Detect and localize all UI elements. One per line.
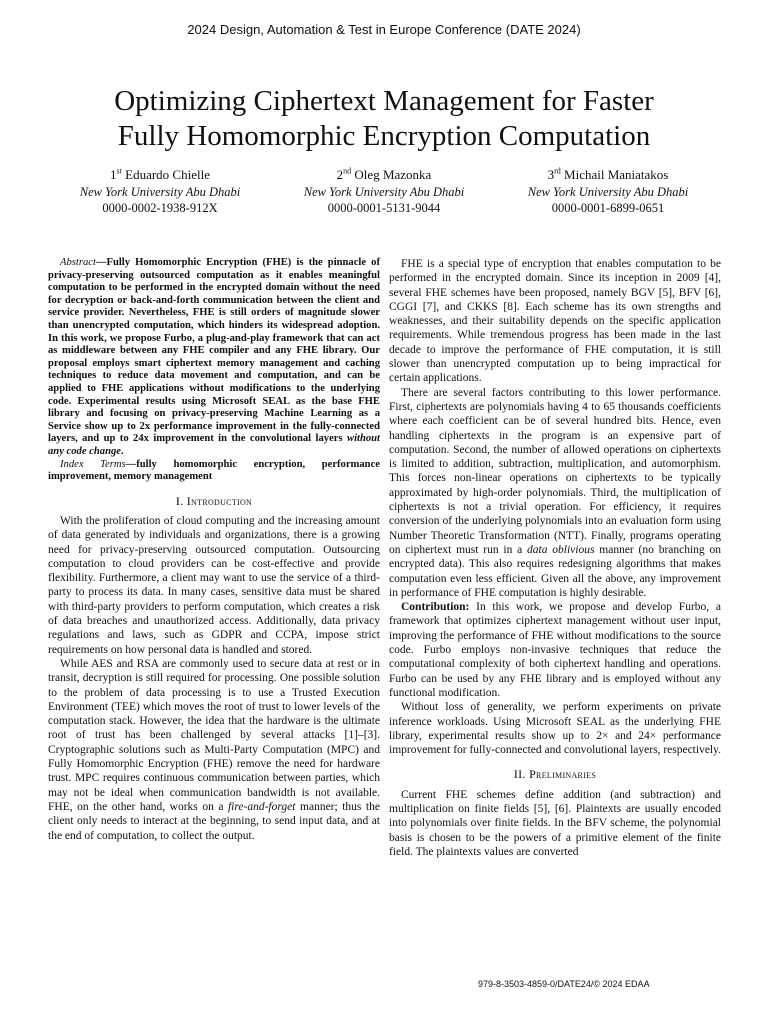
author-affiliation: New York University Abu Dhabi <box>527 184 689 199</box>
paper-title <box>0 84 768 154</box>
author-orcid: 0000-0002-1938-912X <box>102 201 218 215</box>
copyright-footer: 979-8-3503-4859-0/DATE24/© 2024 EDAA <box>478 979 650 989</box>
author-name: 2nd Oleg Mazonka <box>336 166 432 182</box>
experiments-paragraph: Without loss of generality, we perform experiments on private inference workloads. Using Microsoft SEAL as the underlying FHE library, experimental results show up to 2× and 24× performance improvement for fully-connected and convolutional layers, respectively. <box>389 701 722 757</box>
author-affiliation: New York University Abu Dhabi <box>79 184 241 199</box>
abstract-text: —Fully Homomorphic Encryption (FHE) is the pinnacle of privacy-preserving outsourced computation as it enables meaningful computation to be performed in the encrypted domain without the need for decryption or back-and-forth communication between the client and service provider. Nevertheless, FHE is still orders of magnitude slower than unencrypted computation, which hinders its widespread adoption. In this work, we propose Furbo, a plug-and-play framework that can act as middleware between any FHE compiler and any FHE library. Our proposal employs smart ciphertext memory management and caching techniques to reduce data movement and computation, and can be applied to FHE applications without modifications to the underlying code. Experimental results using Microsoft SEAL as the base FHE library and focusing on privacy-preserving Machine Learning as a Service show up to 2x performance improvement in the fully-connected layers, and up to 24x improvement in the convolutional layers <box>48 257 380 445</box>
author-2 <box>272 167 496 217</box>
author-block <box>48 167 720 217</box>
author-orcid: 0000-0001-5131-9044 <box>327 201 441 215</box>
abstract: Abstract—Fully Homomorphic Encryption (FHE) is the pinnacle of privacy-preserving outsourced computation as it enables meaningful computation to be performed in the encrypted domain without the need for decryption or back-and-forth communication between the client and service provider. Nevertheless, FHE is still orders of magnitude slower than unencrypted computation, which hinders its widespread adoption. In this work, we propose Furbo, a plug-and-play framework that can act as middleware between any FHE compiler and any FHE library. Our proposal employs smart ciphertext memory management and caching techniques to reduce data movement and computation, and can be applied to FHE applications without modifications to the underlying code. Experimental results using Microsoft SEAL as the base FHE library and focusing on privacy-preserving Machine Learning as a Service show up to 2x performance improvement in the fully-connected layers, and up to 24x improvement in the convolutional layers without any code change. <box>48 257 380 457</box>
abstract-emphasis: without any code change <box>48 433 380 457</box>
index-terms <box>48 459 380 484</box>
author-name: 3rd Michail Maniatakos <box>547 166 669 182</box>
intro-paragraph-1: With the proliferation of cloud computing and the increasing amount of data generated by individuals and organizations, there is a growing need for privacy-preserving outsourced computation. Outsourcing computation to cloud providers can be cost-effective and provide flexibility. Furthermore, a client may want to use the service of a third-party to process its data. In many cases, sensitive data must be shared with third-party providers to perform computation, which creates a risk of data breaches and unauthorized access. Additionally, data privacy regulations and laws, such as GDPR and CCPA, impose strict requirements on how personal data is handled and stored. <box>48 514 380 656</box>
index-terms-text: —fully homomorphic encryption, performance improvement, memory management <box>48 458 380 483</box>
left-column <box>48 257 380 843</box>
author-3 <box>496 167 720 217</box>
section-heading-introduction: I. Introduction <box>175 493 253 508</box>
right-column <box>389 257 721 859</box>
author-1 <box>48 167 272 217</box>
abstract-label: Abstract <box>60 257 96 268</box>
fhe-paragraph: FHE is a special type of encryption that enables computation to be performed in the encrypted domain. Since its inception in 2009 [4], several FHE schemes have been proposed, namely BGV [5], BFV [6], CGGI [7], and CKKS [8]. Each scheme has its own strengths and weaknesses, and their suitability depends on the specific application requirements. While tremendous progress has been made in the last decade to improve the performance of FHE computation, it is still slower than unencrypted computation up to being impractical for certain applications. <box>389 258 721 385</box>
author-name: 1st Eduardo Chielle <box>110 166 210 182</box>
author-orcid: 0000-0001-6899-0651 <box>551 201 665 215</box>
factors-paragraph: There are several factors contributing to this lower performance. First, ciphertexts are polynomials having 4 to 65 thousands coefficients where each coefficient can be of several hundred bits. Hence, even handling ciphertexts in the program is an expensive part of computation. Second, the number of allowed operations on ciphertexts is limited to addition, subtraction, multiplication, and automorphism. This forces non-linear operations on ciphertexts to be typically approximated by high-order polynomials. Third, the multiplication of ciphertexts is not a trivial operation. For efficiency, it requires conversion of the underlying polynomials into an evaluation form using Number Theoretic Transformation (NTT). Finally, programs operating on ciphertext must run in a data oblivious manner (no branching on encrypted data). This also requires redesigning algorithms that makes computation even less efficient. Given all the above, any improvement in performance of FHE computation is highly desirable. <box>389 386 721 599</box>
index-terms-label: Index Terms <box>60 458 126 470</box>
intro-paragraph-2: While AES and RSA are commonly used to secure data at rest or in transit, decryption is still required for processing. One possible solution to the problem of data processing is to use a Trusted Execution Environment (TEE) which moves the root of trust to lower levels of the computation stack. However, the idea that the hardware is the ultimate root of trust has been challenged by several attacks [1]–[3]. Cryptographic solutions such as Multi-Party Computation (MPC) and Fully Homomorphic Encryption (FHE) remove the need for hardware trust. MPC requires continuous communication between parties, which may not be ideal when communication bandwidth is not available. FHE, on the other hand, works on a fire-and-forget manner; thus the client only needs to interact at the beginning, to send input data, and at the end of computation, to collect the output. <box>48 657 380 842</box>
author-affiliation: New York University Abu Dhabi <box>303 184 465 199</box>
conference-header: 2024 Design, Automation & Test in Europe Conference (DATE 2024) <box>187 22 581 37</box>
preliminaries-paragraph: Current FHE schemes define addition (and subtraction) and multiplication on finite fields [5], [6]. Plaintexts are usually encoded into polynomials over finite fields. In the BFV scheme, the polynomial basis is chosen to be the powers of a primitive element of the finite field. The plaintexts values are converted <box>389 788 721 858</box>
contribution-label: Contribution: <box>401 601 470 614</box>
title-line-2: Fully Homomorphic Encryption Computation <box>117 120 651 152</box>
title-line-1: Optimizing Ciphertext Management for Faster <box>114 85 654 117</box>
contribution-paragraph: Contribution: In this work, we propose and develop Furbo, a framework that optimizes ciphertext management without user input, improving the performance of FHE without modifications to the source code. Furbo employs non-invasive techniques that reduce the computational complexity of both ciphertext handling and operations. Furbo can be used by any FHE library and is employed without any functional modification. <box>389 601 721 699</box>
section-heading-preliminaries: II. Preliminaries <box>513 767 597 782</box>
